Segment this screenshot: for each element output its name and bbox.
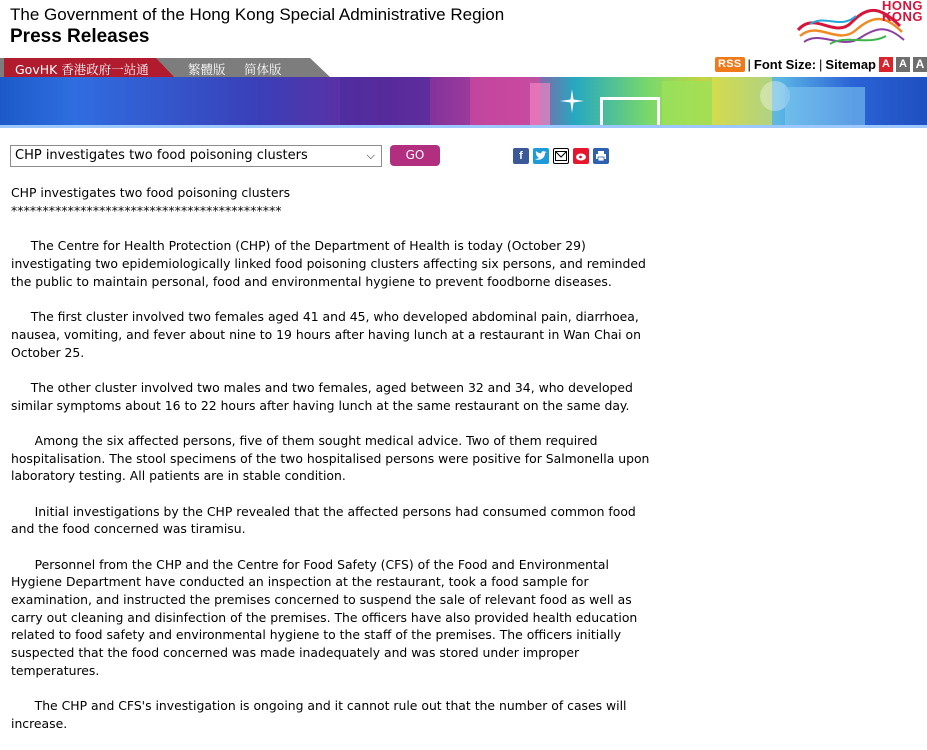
- separator: |: [747, 56, 751, 72]
- font-size-label: Font Size:: [753, 56, 817, 72]
- release-select[interactable]: [10, 145, 382, 167]
- article-paragraph: Initial investigations by the CHP revealed that the affected persons had consumed common food and the food concerned was tiramisu.: [11, 503, 640, 537]
- article-paragraph: The Centre for Health Protection (CHP) of the Department of Health is today (October 29) investigating two epidemiologically linked food poisoning clusters affecting six persons, and reminded the public to maintain personal, food and environmental hygiene to prevent foodborne diseases.: [11, 238, 650, 289]
- banner-block: [530, 83, 550, 125]
- twitter-icon[interactable]: [533, 148, 549, 164]
- article-paragraph: Among the six affected persons, five of them sought medical advice. Two of them required hospitalisation. The stool specimens of the two hospitalised persons were positive for Salmonella upon laboratory testing. All patients are in stable condition.: [11, 432, 654, 484]
- email-icon[interactable]: [553, 148, 569, 164]
- logo-text-line: KONG: [882, 9, 923, 24]
- go-button[interactable]: GO: [390, 145, 440, 166]
- weibo-icon[interactable]: [573, 148, 589, 164]
- article-paragraph: The CHP and CFS's investigation is ongoing and it cannot rule out that the number of cases will increase.: [11, 698, 631, 731]
- page-header: [0, 0, 927, 128]
- sparkle-icon: [560, 89, 584, 113]
- article-paragraph: Personnel from the CHP and the Centre for Food Safety (CFS) of the Food and Environmental Hygiene Department have conducted an inspection at the restaurant, took a food sample for examination, and instructed the premises concerned to suspend the sale of relevant food as well as carry out cleaning and disinfection of the premises. The officers have also provided health education related to food safety and environmental hygiene to the staff of the premises. The officers initially suspected that the food concerned was made inadequately and was stored under improper temperatures.: [11, 556, 642, 678]
- banner-frame: [600, 97, 660, 127]
- header-banner: [0, 77, 927, 128]
- utility-links: [715, 55, 927, 73]
- banner-block: [785, 87, 865, 125]
- separator: |: [819, 56, 823, 72]
- article-paragraph: The other cluster involved two males and two females, aged between 32 and 34, who developed similar symptoms about 16 to 22 hours after having lunch at the same restaurant on the same day.: [11, 379, 637, 413]
- banner-block: [662, 81, 712, 125]
- font-size-large-button[interactable]: A: [913, 57, 927, 72]
- release-select-value: CHP investigates two food poisoning clusters: [15, 148, 308, 163]
- banner-underline: [0, 125, 927, 128]
- logo-wordmark: [882, 0, 923, 22]
- simplified-chinese-link[interactable]: 简体版: [244, 62, 282, 77]
- article-title: CHP investigates two food poisoning clusters: [11, 185, 291, 200]
- release-toolbar: [10, 145, 927, 169]
- banner-block: [340, 77, 430, 125]
- sitemap-link[interactable]: Sitemap: [825, 56, 876, 72]
- title-underline: *******************************************: [11, 202, 282, 218]
- facebook-icon[interactable]: f: [513, 148, 529, 164]
- article-paragraph: The first cluster involved two females aged 41 and 45, who developed abdominal pain, diarrhoea, nausea, vomiting, and fever about nine to 19 hours after having lunch at a restaurant in Wan Chai on October 25.: [11, 309, 645, 360]
- brand-hong-kong-logo[interactable]: [790, 0, 927, 54]
- page-title: Press Releases: [10, 26, 150, 47]
- chevron-down-icon: ⌵: [366, 149, 375, 162]
- rss-icon[interactable]: RSS: [715, 57, 745, 72]
- print-icon[interactable]: [593, 148, 609, 164]
- government-title: The Government of the Hong Kong Special Administrative Region: [10, 5, 505, 24]
- traditional-chinese-link[interactable]: 繁體版: [188, 62, 226, 77]
- font-size-medium-button[interactable]: A: [896, 57, 910, 72]
- font-size-small-button[interactable]: A: [879, 57, 893, 72]
- govhk-link[interactable]: GovHK 香港政府一站通: [15, 62, 149, 77]
- logo-text-line: HONG: [882, 0, 923, 13]
- press-release-article: [11, 184, 661, 750]
- share-toolbar: [513, 148, 609, 164]
